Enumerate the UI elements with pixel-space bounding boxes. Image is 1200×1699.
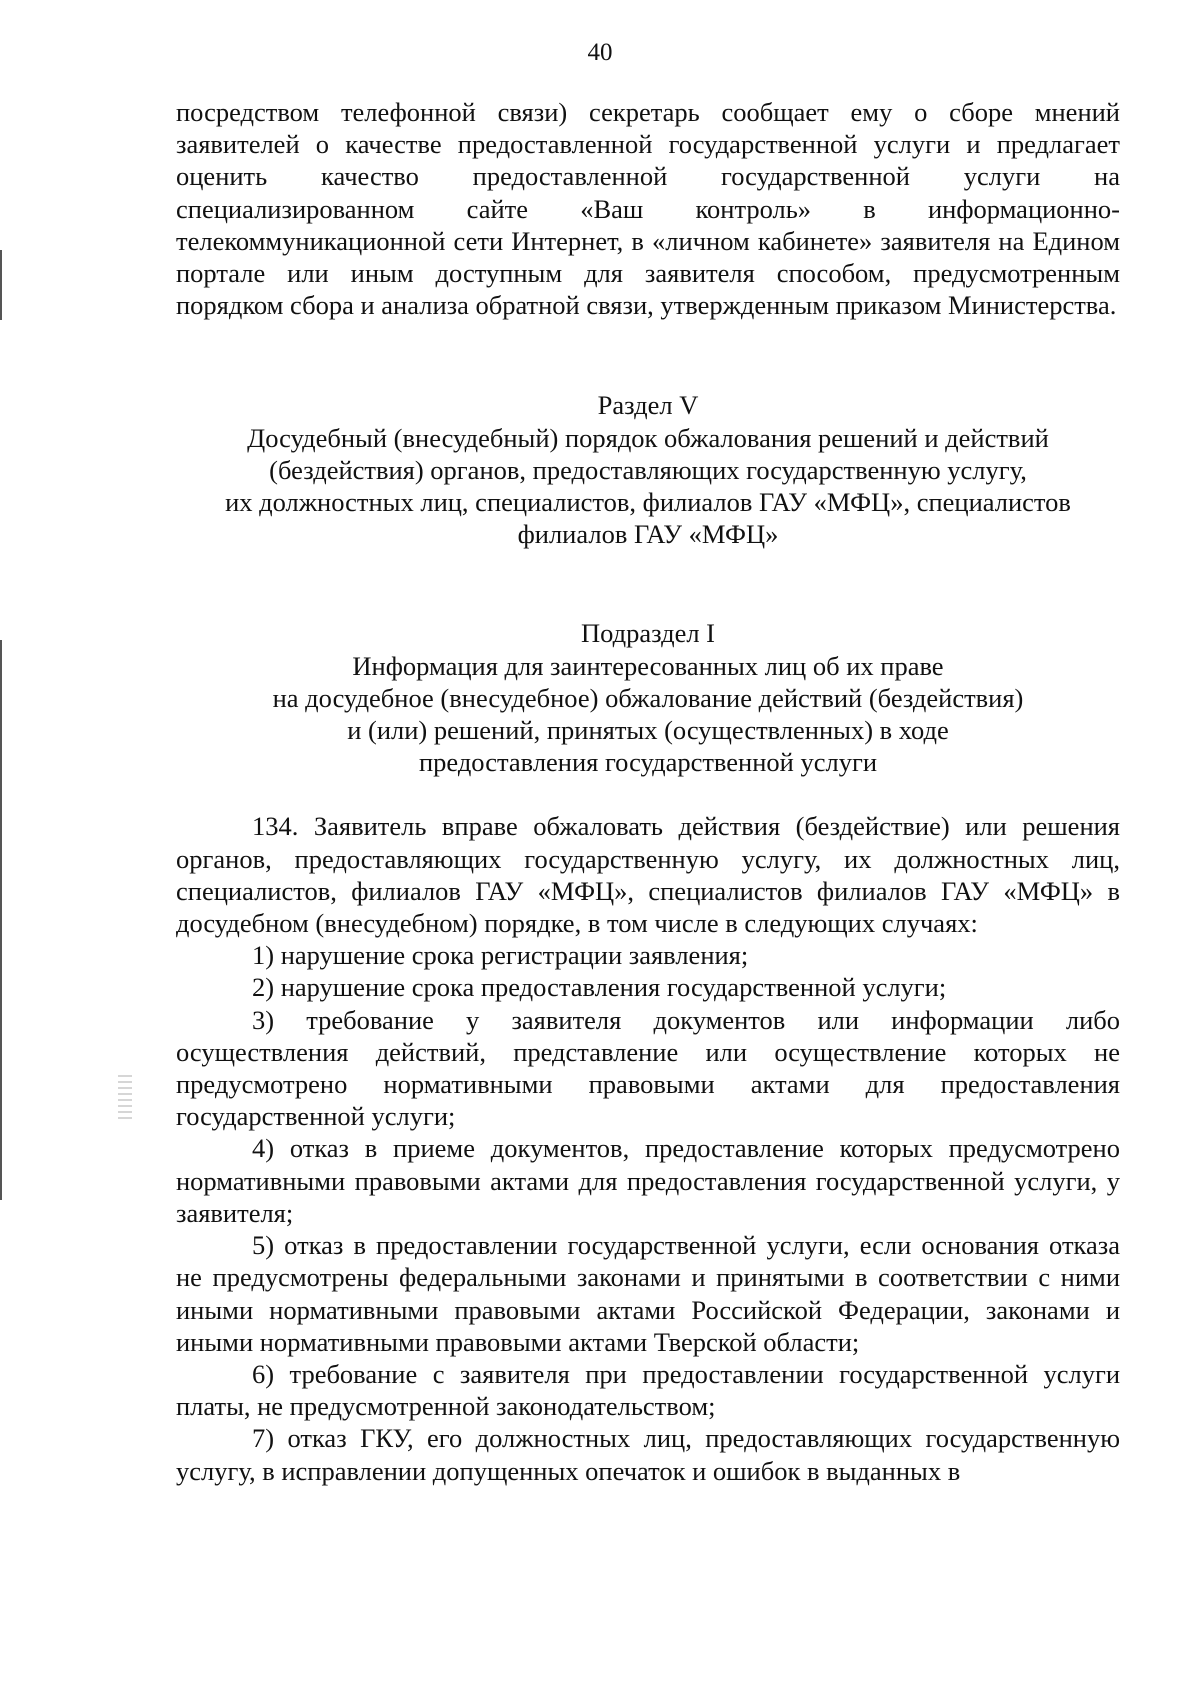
list-item: 5) отказ в предоставлении государственной услуги, если основания отказа не предусмотрены федеральными законами и принятыми в соответствии с ними иными нормативными правовыми актами Российской Федерации, законами и иными нормативными правовыми актами Тверской области; bbox=[176, 1230, 1120, 1357]
subsection-label: Подраздел I bbox=[580, 618, 716, 649]
section-label: Раздел V bbox=[597, 390, 699, 421]
list-item: 1) нарушение срока регистрации заявления; bbox=[252, 940, 749, 971]
subsection-title-line: и (или) решений, принятых (осуществленных) в ходе bbox=[347, 715, 949, 746]
list-item: 4) отказ в приеме документов, предоставление которых предусмотрено нормативными правовыми актами для предоставления государственной услуги, у заявителя; bbox=[176, 1133, 1120, 1228]
list-item: 2) нарушение срока предоставления государственной услуги; bbox=[252, 972, 947, 1003]
section-title-line: Досудебный (внесудебный) порядок обжалования решений и действий bbox=[247, 422, 1049, 453]
section-title-line: их должностных лиц, специалистов, филиалов ГАУ «МФЦ», специалистов bbox=[225, 487, 1071, 518]
document-body bbox=[176, 96, 1120, 1487]
section-title-line: филиалов ГАУ «МФЦ» bbox=[517, 519, 779, 550]
list-item: 7) отказ ГКУ, его должностных лиц, предоставляющих государственную услугу, в исправлении допущенных опечаток и ошибок в выданных в bbox=[176, 1423, 1120, 1486]
subsection-title-line: Информация для заинтересованных лиц об их праве bbox=[352, 650, 944, 681]
clause-134: 134. Заявитель вправе обжаловать действия (бездействие) или решения органов, предоставляющих государственную услугу, их должностных лиц, специалистов, филиалов ГАУ «МФЦ», специалистов филиалов ГАУ «МФЦ» в досудебном (внесудебном) порядке, в том числе в следующих случаях: bbox=[176, 811, 1120, 939]
opening-paragraph: посредством телефонной связи) секретарь сообщает ему о сборе мнений заявителей о качестве предоставленной государственной услуги и предлагает оценить качество предоставленной государственной услуги на специализированном сайте «Ваш контроль» в информационно-телекоммуникационной сети Интернет, в «личном кабинете» заявителя на Едином портале или иным доступным для заявителя способом, предусмотренным порядком сбора и анализа обратной связи, утвержденным приказом Министерства. bbox=[176, 97, 1120, 321]
subsection-heading bbox=[176, 617, 1120, 778]
section-heading bbox=[176, 389, 1120, 550]
page-number: 40 bbox=[587, 39, 613, 66]
list-item: 3) требование у заявителя документов или информации либо осуществления действий, представление или осуществление которых не предусмотрено нормативными правовыми актами для предоставления государственной услуги; bbox=[176, 1004, 1120, 1132]
list-item: 6) требование с заявителя при предоставлении государственной услуги платы, не предусмотренной законодательством; bbox=[176, 1358, 1120, 1422]
scan-edge-mark-top bbox=[0, 250, 2, 320]
section-title-line: (бездействия) органов, предоставляющих государственную услугу, bbox=[269, 454, 1027, 485]
subsection-title-line: предоставления государственной услуги bbox=[418, 747, 878, 778]
subsection-title-line: на досудебное (внесудебное) обжалование действий (бездействия) bbox=[272, 682, 1024, 713]
scan-edge-mark-bottom bbox=[0, 640, 2, 1200]
scan-smudge bbox=[118, 1075, 132, 1123]
